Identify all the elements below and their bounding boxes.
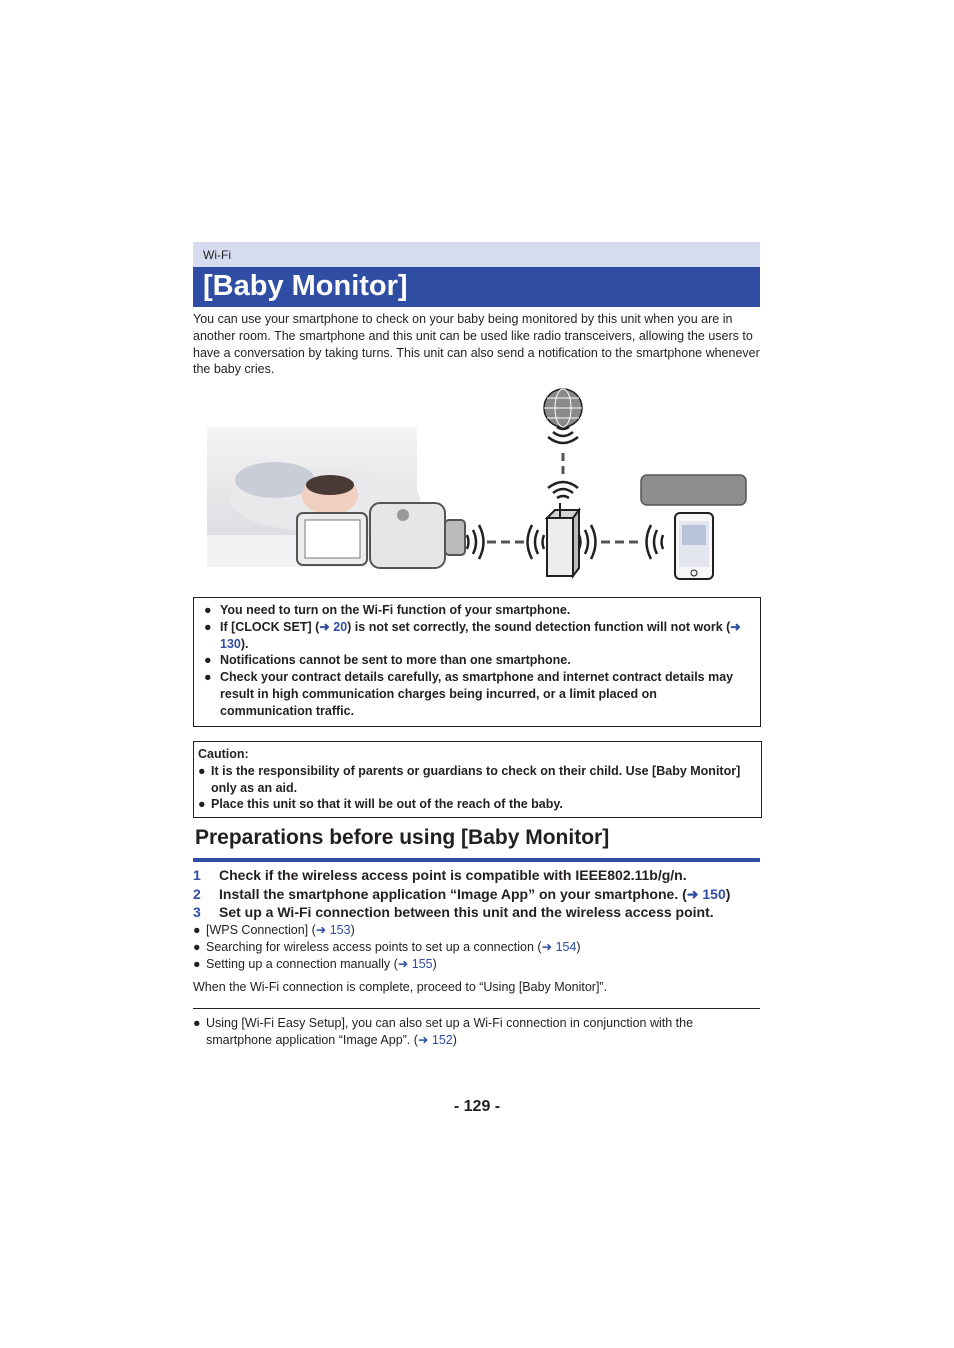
section-label: Wi-Fi (203, 248, 231, 262)
page-link[interactable]: ➜ 152 (417, 1032, 453, 1047)
page-number: - 129 - (453, 1098, 501, 1115)
note-item: ● If [CLOCK SET] (➜ 20) is not set correctly, the sound detection function will not work (➜ 130). (204, 619, 741, 651)
step-item: 2 Install the smartphone application “Image App” on your smartphone. (➜ 150) (193, 885, 731, 902)
baby-monitor-illustration (205, 385, 760, 585)
option-item: ● Searching for wireless access points to set up a connection (➜ 154) (193, 939, 581, 954)
signal-icon (467, 525, 484, 559)
signal-icon (548, 427, 578, 498)
tip-item: ● Using [Wi-Fi Easy Setup], you can also set up a Wi-Fi connection in conjunction with the smartphone application “Image App”. (➜ 152) (193, 1016, 694, 1047)
page-link[interactable]: ➜ 150 (686, 885, 726, 902)
signal-icon (647, 525, 664, 559)
signal-icon (579, 525, 596, 559)
intro-paragraph: You can use your smartphone to check on your baby being monitored by this unit when you are in another room. The smartphone and this unit can be used like radio transceivers, allowing the users to have a conversation by taking turns. This unit can also send a notification to the smartphone whenever the baby cries. (193, 312, 760, 377)
note-item: ● Check your contract details carefully, as smartphone and internet contract details may result in high communication charges being incurred, or a limit placed on communication traffic. (204, 670, 734, 718)
caution-heading: Caution: (198, 747, 249, 761)
heading-underline (193, 858, 760, 862)
page-link[interactable]: ➜ 155 (397, 956, 433, 971)
section-heading: Preparations before using [Baby Monitor] (195, 826, 610, 849)
step-item: 1 Check if the wireless access point is compatible with IEEE802.11b/g/n. (193, 867, 687, 883)
notes-box (193, 597, 761, 727)
followup-text: When the Wi-Fi connection is complete, proceed to “Using [Baby Monitor]”. (193, 980, 608, 994)
section-bar (193, 242, 760, 267)
note-item: ● Notifications cannot be sent to more than one smartphone. (204, 653, 571, 668)
page-link[interactable]: ➜ 154 (541, 939, 577, 954)
page-link[interactable]: ➜ 20 (319, 619, 348, 634)
divider (193, 1008, 760, 1009)
options-list (193, 922, 760, 972)
wireless-router-icon (547, 503, 579, 576)
steps-list (193, 866, 768, 922)
option-item: ● [WPS Connection] (➜ 153) (193, 923, 355, 937)
page-link[interactable]: ➜ 130 (220, 619, 741, 651)
caution-item: ● It is the responsibility of parents or guardians to check on their child. Use [Baby Monitor] only as an aid. (198, 763, 741, 795)
camcorder-icon (297, 503, 465, 568)
page-link[interactable]: ➜ 153 (315, 923, 351, 937)
smartphone-icon (675, 513, 713, 579)
smartphone-label-pill (641, 475, 746, 505)
globe-icon (544, 389, 582, 427)
signal-icon (528, 525, 545, 559)
note-item: ● You need to turn on the Wi-Fi function of your smartphone. (204, 603, 571, 617)
page-title: [Baby Monitor] (203, 270, 408, 302)
caution-item: ● Place this unit so that it will be out of the reach of the baby. (198, 797, 563, 812)
step-item: 3 Set up a Wi-Fi connection between this unit and the wireless access point. (193, 904, 714, 920)
option-item: ● Setting up a connection manually (➜ 155) (193, 956, 437, 971)
caution-box (193, 741, 762, 818)
tip (193, 1015, 723, 1049)
